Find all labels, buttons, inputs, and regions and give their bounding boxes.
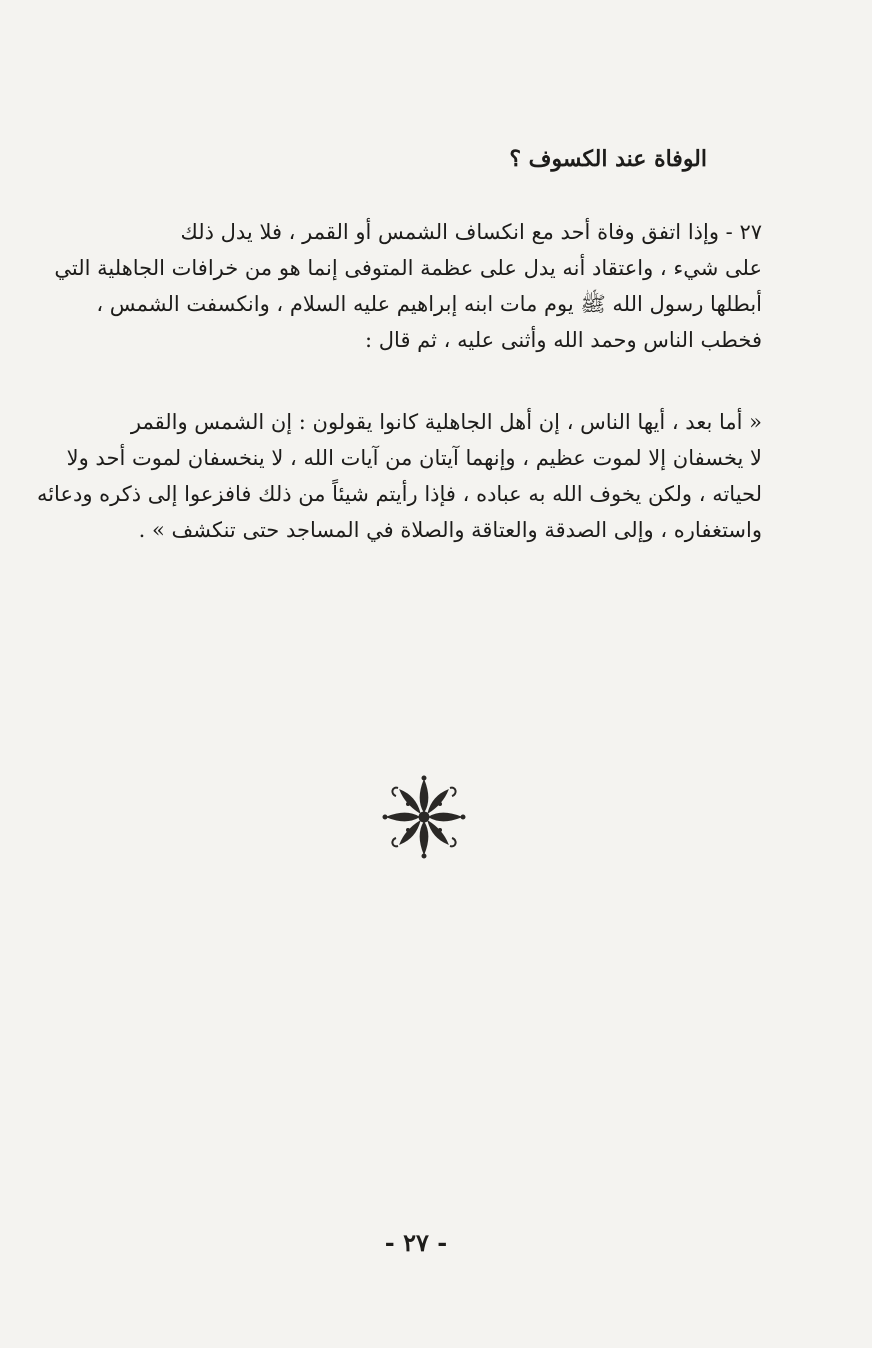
page-number: - ٢٧ - (384, 1228, 448, 1257)
text-line: لحياته ، ولكن يخوف الله به عباده ، فإذا رأيتم شيئاً من ذلك فافزعوا إلى ذكره ودعائه (36, 482, 762, 506)
section-heading: الوفاة عند الكسوف ؟ (509, 146, 707, 172)
text-line: « أما بعد ، أيها الناس ، إن أهل الجاهلية كانوا يقولون : إن الشمس والقمر (130, 410, 762, 434)
text-line: على شيء ، واعتقاد أنه يدل على عظمة المتوفى إنما هو من خرافات الجاهلية التي (54, 256, 762, 280)
floral-ornament-icon (382, 774, 466, 860)
text-line: ٢٧ - وإذا اتفق وفاة أحد مع انكساف الشمس أو القمر ، فلا يدل ذلك (180, 220, 762, 244)
text-line: أبطلها رسول الله ﷺ يوم مات ابنه إبراهيم عليه السلام ، وانكسفت الشمس ، (96, 292, 762, 316)
paragraph-27 (54, 214, 762, 358)
text-line: لا يخسفان إلا لموت عظيم ، وإنهما آيتان من آيات الله ، لا ينخسفان لموت أحد ولا (66, 446, 762, 470)
hadith-quote (36, 404, 762, 548)
text-line: فخطب الناس وحمد الله وأثنى عليه ، ثم قال : (365, 328, 762, 352)
text-line: واستغفاره ، وإلى الصدقة والعتاقة والصلاة في المساجد حتى تنكشف » . (138, 518, 762, 542)
